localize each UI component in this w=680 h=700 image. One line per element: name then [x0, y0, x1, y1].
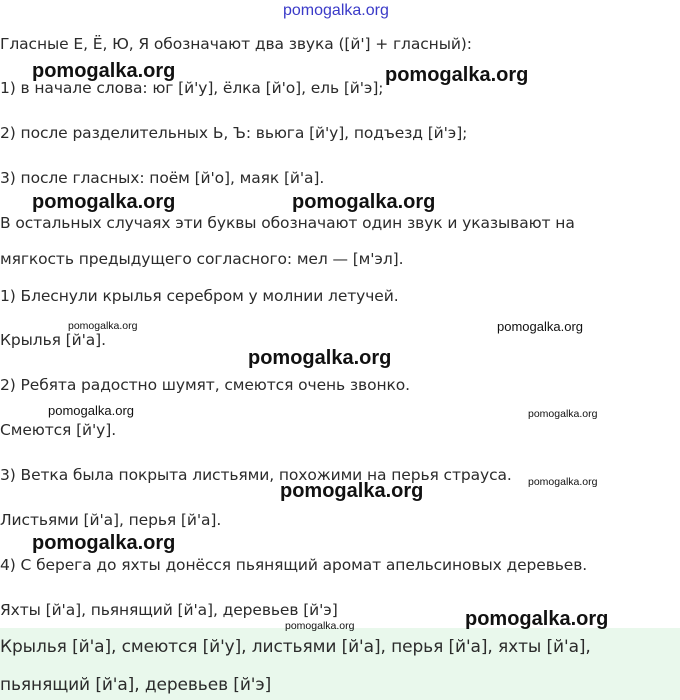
answer-line-2: пьянящий [й'а], деревьев [й'э]: [0, 675, 272, 695]
text-line-softness: мягкость предыдущего согласного: мел — [м'эл].: [0, 250, 404, 268]
watermark-logo: pomogalka.org: [32, 60, 176, 82]
watermark-logo: pomogalka.org: [465, 608, 609, 630]
watermark-logo: pomogalka.org: [248, 347, 392, 369]
watermark-logo: pomogalka.org: [292, 191, 436, 213]
text-line-rule-2: 2) после разделительных Ь, Ъ: вьюга [й'у], подъезд [й'э];: [0, 124, 468, 142]
text-line-answer-3: Листьями [й'а], перья [й'а].: [0, 511, 222, 529]
watermark-logo: pomogalka.org: [385, 64, 529, 86]
text-line-answer-1: Крылья [й'а].: [0, 331, 106, 349]
text-line-sentence-3: 3) Ветка была покрыта листьями, похожими на перья страуса.: [0, 466, 512, 484]
text-line-rule-1: 1) в начале слова: юг [й'у], ёлка [й'о], ель [й'э];: [0, 79, 384, 97]
text-line-other-cases: В остальных случаях эти буквы обозначают один звук и указывают на: [0, 214, 575, 232]
text-line-vowels-rule: Гласные Е, Ё, Ю, Я обозначают два звука ([й'] + гласный):: [0, 35, 472, 53]
watermark-logo: pomogalka.org: [32, 532, 176, 554]
watermark-logo: pomogalka.org: [32, 191, 176, 213]
watermark-logo: pomogalka.org: [528, 476, 598, 488]
watermark-logo: pomogalka.org: [497, 319, 583, 334]
watermark-logo: pomogalka.org: [280, 480, 424, 502]
text-line-sentence-4: 4) С берега до яхты донёсся пьянящий аромат апельсиновых деревьев.: [0, 556, 588, 574]
text-line-answer-2: Смеются [й'у].: [0, 421, 117, 439]
answer-box: [0, 628, 680, 700]
text-line-sentence-1: 1) Блеснули крылья серебром у молнии летучей.: [0, 287, 399, 305]
watermark-logo: pomogalka.org: [528, 408, 598, 420]
answer-line-1: Крылья [й'а], смеются [й'у], листьями [й'а], перья [й'а], яхты [й'а],: [0, 637, 591, 657]
watermark-logo: pomogalka.org: [68, 320, 138, 332]
watermark-logo: pomogalka.org: [48, 403, 134, 418]
watermark-logo: pomogalka.org: [285, 620, 355, 632]
text-line-rule-3: 3) после гласных: поём [й'о], маяк [й'а].: [0, 169, 325, 187]
text-line-sentence-2: 2) Ребята радостно шумят, смеются очень звонко.: [0, 376, 410, 394]
header-watermark[interactable]: pomogalka.org: [283, 2, 389, 19]
text-line-answer-4: Яхты [й'а], пьянящий [й'а], деревьев [й'э]: [0, 601, 338, 619]
